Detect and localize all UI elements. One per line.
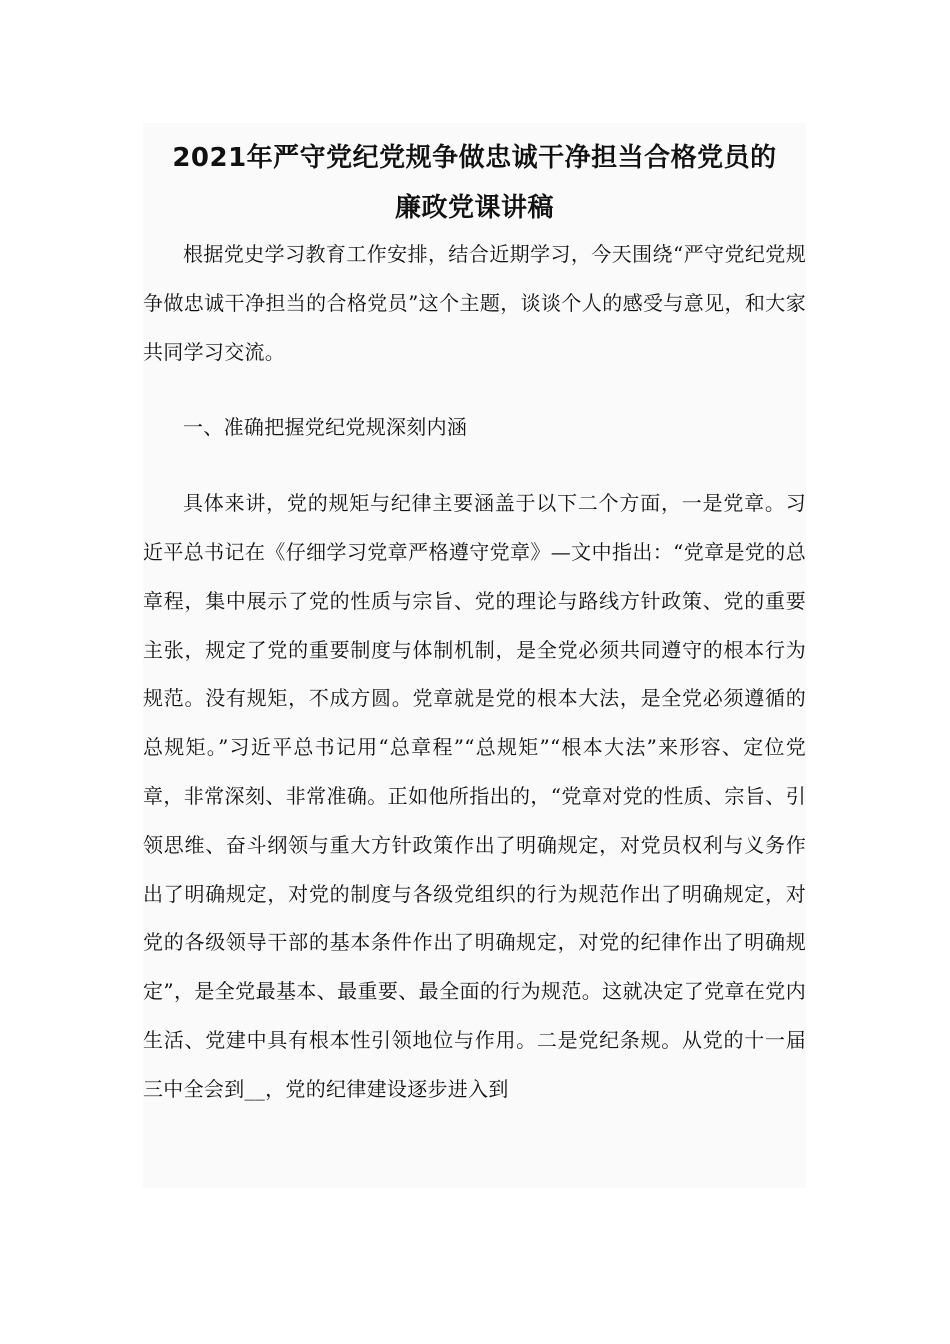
section-heading: 一、准确把握党纪党规深刻内涵: [183, 415, 468, 440]
document-body: [143, 230, 806, 1114]
title-line-2: 廉政党课讲稿: [394, 193, 554, 223]
intro-paragraph: 根据党史学习教育工作安排，结合近期学习，今天围绕“严守党纪党规争做忠诚干净担当的合格党员”这个主题，谈谈个人的感受与意见，和大家共同学习交流。: [143, 242, 806, 364]
document-title: [143, 133, 806, 233]
title-line-1: 2021年严守党纪党规争做忠诚干净担当合格党员的: [172, 143, 777, 173]
body-paragraph: 具体来讲，党的规矩与纪律主要涵盖于以下二个方面，一是党章。习近平总书记在《仔细学习党章严格遵守党章》—文中指出：“党章是党的总章程，集中展示了党的性质与宗旨、党的理论与路线方针政策、党的重要主张，规定了党的重要制度与体制机制，是全党必须共同遵守的根本行为规范。没有规矩，不成方圆。党章就是党的根本大法，是全党必须遵循的总规矩。”习近平总书记用“总章程”“总规矩”“根本大法”来形容、定位党章，非常深刻、非常准确。正如他所指出的，“党章对党的性质、宗旨、引领思维、奋斗纲领与重大方针政策作出了明确规定，对党员权利与义务作出了明确规定，对党的制度与各级党组织的行为规范作出了明确规定，对党的各级领导干部的基本条件作出了明确规定，对党的纪律作出了明确规定”，是全党最基本、最重要、最全面的行为规范。这就决定了党章在党内生活、党建中具有根本性引领地位与作用。二是党纪条规。从党的十一届三中全会到__，党的纪律建设逐步进入到: [143, 491, 806, 1101]
